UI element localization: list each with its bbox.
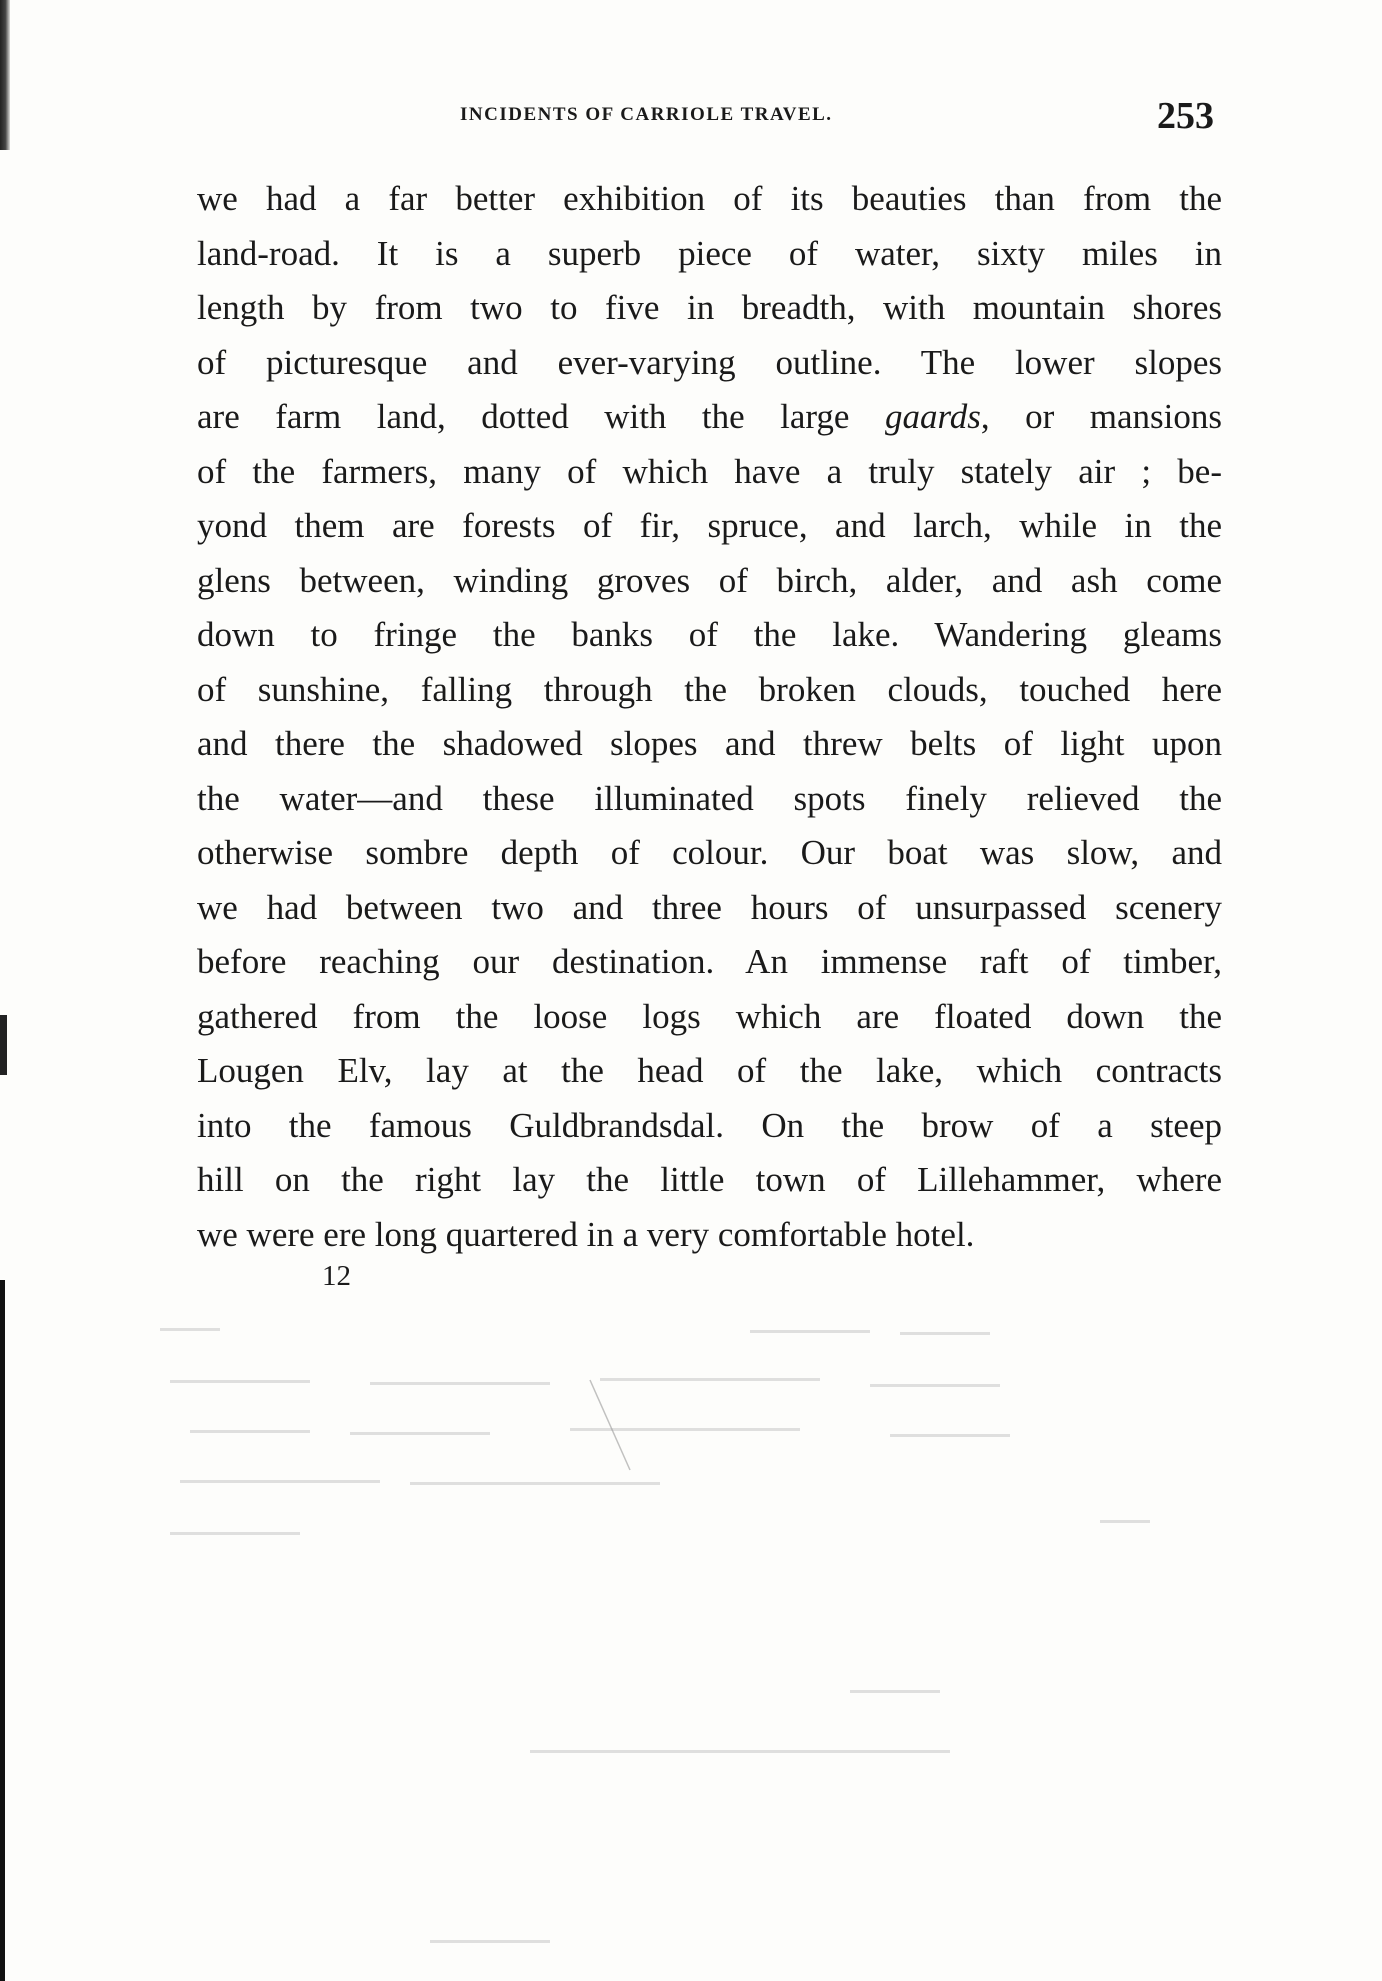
text-line: hill on the right lay the little town of Lillehammer, where <box>197 1160 1222 1199</box>
text-line: the water—and these illuminated spots finely relieved the <box>197 778 1222 818</box>
text-line: we had a far better exhibition of its beauties than from the <box>197 179 1222 218</box>
text-line: yond them are forests of fir, spruce, and larch, while in the <box>197 506 1222 545</box>
text-line: Lougen Elv, lay at the head of the lake, which contracts <box>197 1051 1222 1090</box>
text-line: gathered from the loose logs which are floated down the <box>197 996 1222 1036</box>
binding-shadow <box>0 0 10 150</box>
text-line: we had between two and three hours of unsurpassed scenery <box>197 887 1222 927</box>
binding-edge <box>0 1280 5 1981</box>
text-line: into the famous Guldbrandsdal. On the brow of a steep <box>197 1105 1222 1145</box>
page-number: 253 <box>1157 95 1214 137</box>
text-line: we were ere long quartered in a very comfortable hotel. <box>197 1214 975 1254</box>
body-text <box>197 172 1222 1262</box>
text-line: otherwise sombre depth of colour. Our boat was slow, and <box>197 833 1222 872</box>
text-line: of sunshine, falling through the broken clouds, touched here <box>197 669 1222 709</box>
signature-mark: 12 <box>322 1260 351 1292</box>
text-line: down to fringe the banks of the lake. Wandering gleams <box>197 615 1222 654</box>
italic-term: gaards <box>884 397 981 436</box>
running-head: INCIDENTS OF CARRIOLE TRAVEL. <box>460 104 833 125</box>
text-line: and there the shadowed slopes and threw belts of light upon <box>197 724 1222 763</box>
text-line: before reaching our destination. An immense raft of timber, <box>197 942 1222 981</box>
text-line: land-road. It is a superb piece of water, sixty miles in <box>197 233 1222 273</box>
text-line: of picturesque and ever-varying outline. The lower slopes <box>197 342 1222 382</box>
text-line: are farm land, dotted with the large gaards, or mansions <box>197 397 1222 436</box>
show-through-texture <box>150 1320 1250 1960</box>
text-line: of the farmers, many of which have a truly stately air ; be- <box>197 451 1222 491</box>
binding-mark <box>0 1015 7 1075</box>
text-line: glens between, winding groves of birch, alder, and ash come <box>197 560 1222 600</box>
text-line: length by from two to five in breadth, with mountain shores <box>197 288 1222 327</box>
